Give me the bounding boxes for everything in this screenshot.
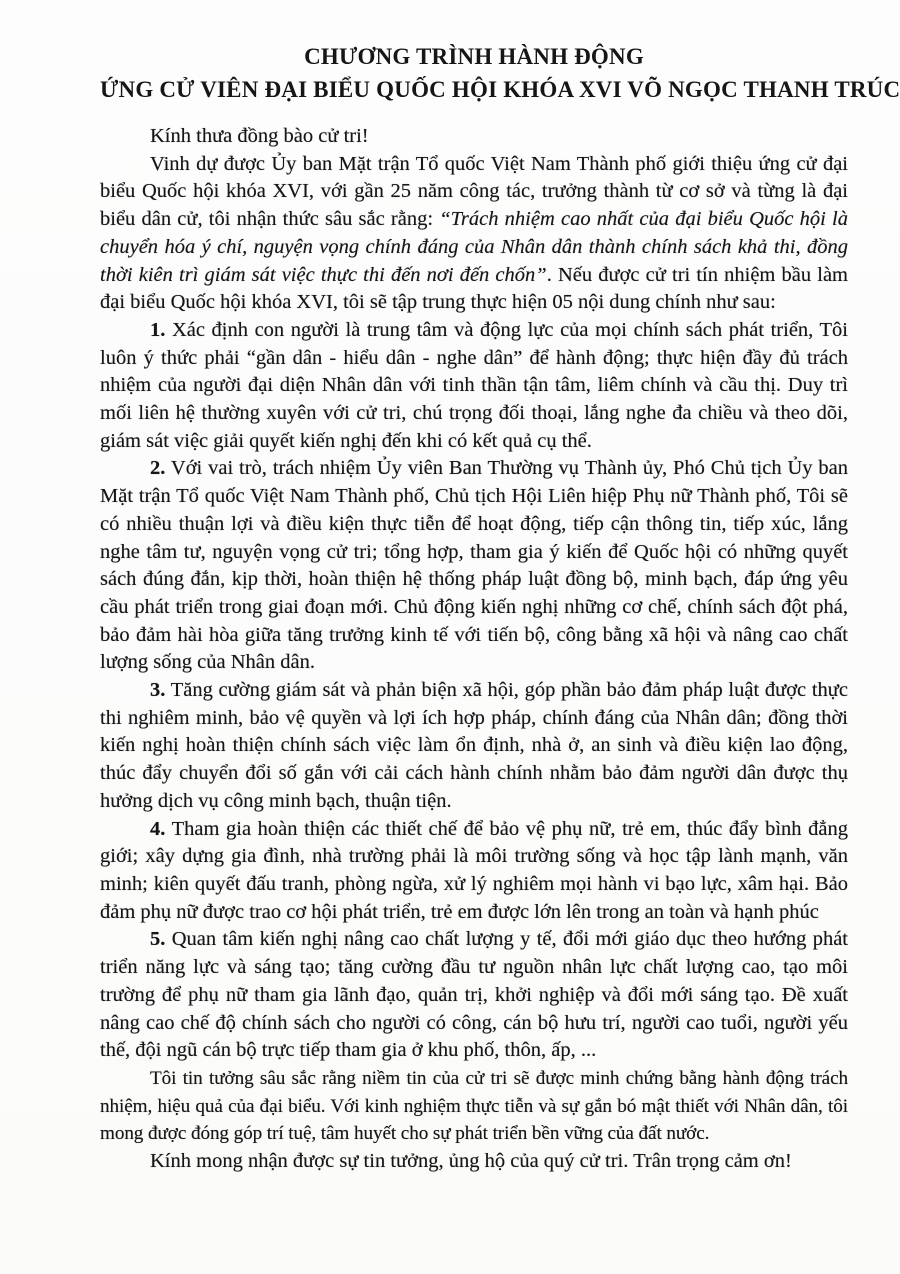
title-line-1: CHƯƠNG TRÌNH HÀNH ĐỘNG: [304, 44, 644, 69]
text-run: . Nếu được cử tri tín nhiệm bầu làm đại biểu Quốc hội khóa XVI, tôi sẽ tập trung thực hiện 05 nội dung chính như sau:: [100, 263, 848, 314]
text-run: Kính thưa đồng bào cử tri!: [150, 125, 369, 147]
paragraph-conclusion: [100, 1065, 848, 1148]
text-run: Kính mong nhận được sự tin tưởng, ủng hộ của quý cử tri. Trân trọng cảm ơn!: [150, 1150, 792, 1173]
title-line-2: ỨNG CỬ VIÊN ĐẠI BIỂU QUỐC HỘI KHÓA XVI VÕ NGỌC THANH TRÚC: [100, 77, 900, 102]
bold-run: 2.: [150, 457, 166, 480]
bold-run: 4.: [150, 817, 166, 840]
bold-run: 3.: [150, 679, 166, 702]
salutation: [100, 123, 848, 151]
bold-run: 5.: [150, 928, 166, 951]
text-run: Vinh dự được Ủy ban Mặt trận Tổ quốc Việt Nam Thành phố giới thiệu ứng cử đại biểu Quốc hội khóa XVI, với gần 25 năm công tác, trưởng thành từ cơ sở và từng là đại biểu dân cử, tôi nhận thức sâu sắc rằng:: [100, 152, 848, 231]
text-run: Tham gia hoàn thiện các thiết chế để bảo vệ phụ nữ, trẻ em, thúc đẩy bình đẳng giới; xây dựng gia đình, nhà trường phải là môi trường sống và học tập lành mạnh, văn minh; kiên quyết đấu tranh, phòng ngừa, xử lý nghiêm mọi hành vi bạo lực, xâm hại. Bảo đảm phụ nữ được trao cơ hội phát triển, trẻ em được lớn lên trong an toàn và hạnh phúc: [100, 817, 848, 923]
text-run: Quan tâm kiến nghị nâng cao chất lượng y tế, đổi mới giáo dục theo hướng phát triển năng lực và sáng tạo; tăng cường đầu tư nguồn nhân lực chất lượng cao, tạo môi trường để phụ nữ tham gia lãnh đạo, quản trị, khởi nghiệp và đổi mới sáng tạo. Đề xuất nâng cao chế độ chính sách cho người có công, cán bộ hưu trí, người cao tuổi, người yếu thế, đội ngũ cán bộ trực tiếp tham gia ở khu phố, thôn, ấp, ...: [100, 928, 848, 1062]
text-run: Xác định con người là trung tâm và động lực của mọi chính sách phát triển, Tôi luôn ý thức phải “gần dân - hiểu dân - nghe dân” để hành động; thực hiện đầy đủ trách nhiệm của người đại diện Nhân dân với tinh thần tận tâm, liêm chính và cầu thị. Duy trì mối liên hệ thường xuyên với cử tri, chú trọng đối thoại, lắng nghe đa chiều và theo dõi, giám sát việc giải quyết kiến nghị đến khi có kết quả cụ thể.: [100, 318, 848, 452]
paragraph-intro: [100, 151, 848, 317]
paragraph-closing: [100, 1148, 848, 1176]
text-run: Tôi tin tưởng sâu sắc rằng niềm tin của cử tri sẽ được minh chứng bằng hành động trách nhiệm, hiệu quả của đại biểu. Với kinh nghiệm thực tiễn và sự gắn bó mật thiết với Nhân dân, tôi mong được đóng góp trí tuệ, tâm huyết cho sự phát triển bền vững của đất nước.: [100, 1067, 848, 1145]
text-run: Tăng cường giám sát và phản biện xã hội, góp phần bảo đảm pháp luật được thực thi nghiêm minh, bảo vệ quyền và lợi ích hợp pháp, chính đáng của Nhân dân; đồng thời kiến nghị hoàn thiện chính sách việc làm ổn định, nhà ở, an sinh và điều kiện lao động, thúc đẩy chuyển đổi số gắn với cải cách hành chính nhằm bảo đảm người dân được thụ hưởng dịch vụ công minh bạch, thuận tiện.: [100, 679, 848, 812]
paragraph-2: [100, 455, 848, 677]
paragraph-3: [100, 677, 848, 816]
italic-run: “Trách nhiệm cao nhất của đại biểu Quốc hội là chuyển hóa ý chí, nguyện vọng chính đáng của Nhân dân thành chính sách khả thi, đồng thời kiên trì giám sát việc thực thi đến nơi đến chốn”: [100, 208, 848, 286]
text-run: Với vai trò, trách nhiệm Ủy viên Ban Thường vụ Thành ủy, Phó Chủ tịch Ủy ban Mặt trận Tổ quốc Việt Nam Thành phố, Chủ tịch Hội Liên hiệp Phụ nữ Thành phố, Tôi sẽ có nhiều thuận lợi và điều kiện thực tiễn để hoạt động, tiếp cận thông tin, tiếp xúc, lắng nghe tâm tư, nguyện vọng cử tri; tổng hợp, tham gia ý kiến để Quốc hội có những quyết sách đúng đắn, kịp thời, hoàn thiện hệ thống pháp luật đồng bộ, minh bạch, đáp ứng yêu cầu phát triển trong giai đoạn mới. Chủ động kiến nghị những cơ chế, chính sách đột phá, bảo đảm hài hòa giữa tăng trưởng kinh tế với tiến bộ, công bằng xã hội và nâng cao chất lượng sống của Nhân dân.: [100, 457, 848, 674]
paragraph-4: [100, 816, 848, 927]
document-title: [100, 40, 900, 106]
paragraph-5: [100, 926, 848, 1065]
document-body: [100, 123, 848, 1176]
paragraph-1: [100, 317, 848, 456]
bold-run: 1.: [150, 318, 166, 341]
